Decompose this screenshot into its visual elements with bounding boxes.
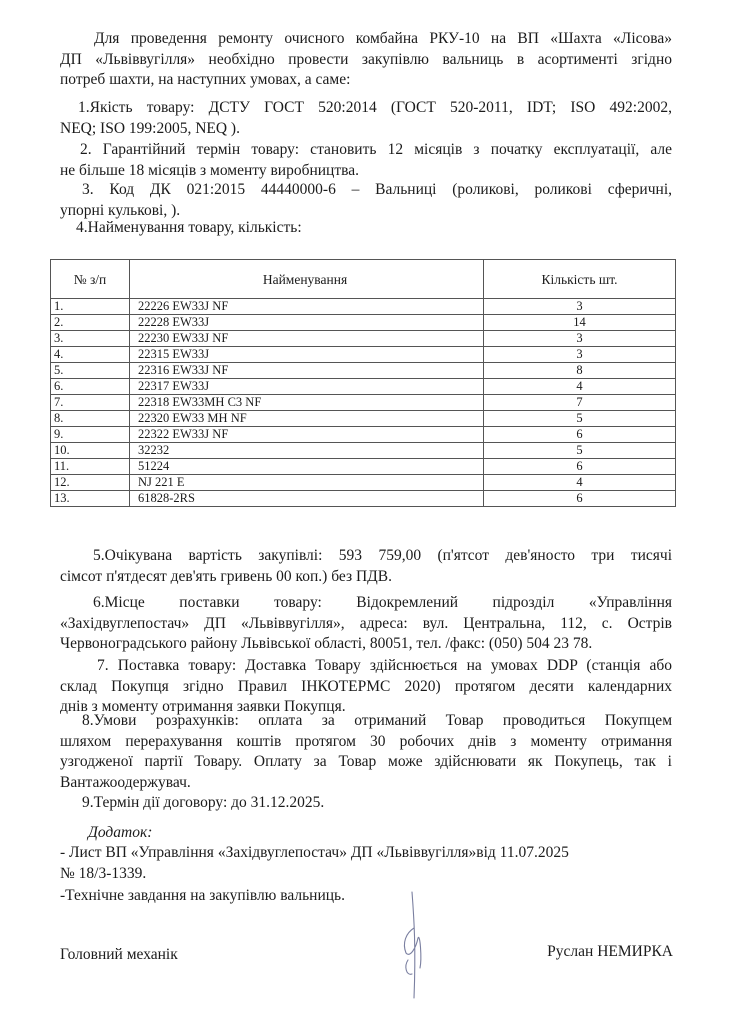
- text-line: упорні кулькові, ).: [60, 201, 181, 219]
- row-number-cell: 9.: [51, 427, 130, 443]
- row-number-cell: 13.: [51, 491, 130, 507]
- text-line: 2. Гарантійний термін товару: становить 12 місяців з початку експлуатації, але: [80, 141, 672, 158]
- header-quantity: Кількість шт.: [484, 260, 676, 299]
- row-number-cell: 2.: [51, 315, 130, 331]
- bearing-name-cell: 22230 EW33J NF: [130, 331, 484, 347]
- text-line: 9.Термін дії договору: до 31.12.2025.: [82, 794, 325, 811]
- text-line: 8.Умови розрахунків: оплата за отриманий Товар проводиться Покупцем: [82, 712, 672, 729]
- text-line: 1.Якість товару: ДСТУ ГОСТ 520:2014 (ГОСТ 520-2011, IDT; ISO 492:2002,: [78, 99, 672, 116]
- expected-cost-paragraph: [60, 546, 672, 587]
- quantity-cell: 3: [484, 347, 676, 363]
- bearing-name-cell: NJ 221 E: [130, 475, 484, 491]
- bearing-name-cell: 22316 EW33J NF: [130, 363, 484, 379]
- table-row: [51, 491, 676, 507]
- table-row: [51, 427, 676, 443]
- handwritten-signature: [394, 888, 434, 1008]
- bearing-name-cell: 22320 EW33 MH NF: [130, 411, 484, 427]
- table-row: [51, 331, 676, 347]
- text-line: шляхом перерахування коштів протягом 30 робочих днів з моменту отримання: [60, 732, 672, 750]
- quality-paragraph: [60, 98, 672, 139]
- quantity-cell: 6: [484, 459, 676, 475]
- attachment-list: [60, 843, 672, 907]
- cpv-code-paragraph: [60, 180, 672, 221]
- row-number-cell: 8.: [51, 411, 130, 427]
- quantity-cell: 4: [484, 379, 676, 395]
- intro-paragraph: [60, 29, 672, 91]
- text-line: Вантажоодержувач.: [60, 773, 191, 791]
- table-row: [51, 363, 676, 379]
- text-line: Для проведення ремонту очисного комбайна РКУ-10 на ВП «Шахта «Лісова»: [94, 30, 672, 47]
- text-line: днів з моменту отримання заявки Покупця.: [60, 698, 346, 715]
- text-line: 5.Очікувана вартість закупівлі: 593 759,00 (п'ятсот дев'яносто три тисячі: [93, 547, 672, 564]
- text-line: 7. Поставка товару: Доставка Товару здійснюється на умовах DDP (станція або: [97, 657, 672, 674]
- header-number: № з/п: [51, 260, 130, 299]
- row-number-cell: 7.: [51, 395, 130, 411]
- text-line: NEQ; ISO 199:2005, NEQ ).: [60, 119, 240, 137]
- quantity-cell: 8: [484, 363, 676, 379]
- row-number-cell: 6.: [51, 379, 130, 395]
- items-table: [50, 259, 676, 507]
- table-row: [51, 347, 676, 363]
- quantity-cell: 3: [484, 299, 676, 315]
- row-number-cell: 12.: [51, 475, 130, 491]
- text-line: 6.Місце поставки товару: Відокремлений підрозділ «Управління: [93, 594, 672, 611]
- text-line: «Західвуглепостач» ДП «Львіввугілля», адреса: вул. Центральна, 112, с. Острів: [60, 614, 672, 632]
- bearing-name-cell: 51224: [130, 459, 484, 475]
- text-line: склад Покупця згідно Правил ІНКОТЕРМС 2020) протягом десяти календарних: [60, 677, 672, 695]
- warranty-paragraph: [60, 140, 672, 181]
- row-number-cell: 3.: [51, 331, 130, 347]
- table-row: [51, 411, 676, 427]
- attachment-line: - Лист ВП «Управління «Західвуглепостач» ДП «Львіввугілля»від 11.07.2025: [60, 844, 569, 861]
- signatory-name: Руслан НЕМИРКА: [547, 943, 673, 960]
- quantity-cell: 5: [484, 443, 676, 459]
- bearing-name-cell: 32232: [130, 443, 484, 459]
- text-line: ДП «Львіввугілля» необхідно провести закупівлю вальниць в асортименті згідно: [60, 50, 672, 68]
- quantity-cell: 3: [484, 331, 676, 347]
- table-row: [51, 299, 676, 315]
- header-name: Найменування: [130, 260, 484, 299]
- bearing-name-cell: 22226 EW33J NF: [130, 299, 484, 315]
- row-number-cell: 1.: [51, 299, 130, 315]
- quantity-cell: 6: [484, 427, 676, 443]
- row-number-cell: 10.: [51, 443, 130, 459]
- bearing-name-cell: 22322 EW33J NF: [130, 427, 484, 443]
- delivery-terms-paragraph: [60, 656, 672, 718]
- attachment-line: -Технічне завдання на закупівлю вальниць.: [60, 887, 345, 904]
- text-line: сімсот п'ятдесят дев'ять гривень 00 коп.) без ПДВ.: [60, 567, 392, 585]
- row-number-cell: 4.: [51, 347, 130, 363]
- row-number-cell: 11.: [51, 459, 130, 475]
- delivery-place-paragraph: [60, 593, 672, 655]
- bearing-name-cell: 22317 EW33J: [130, 379, 484, 395]
- text-line: 3. Код ДК 021:2015 44440000-6 – Вальниці (роликові, роликові сферичні,: [82, 181, 672, 198]
- table-row: [51, 459, 676, 475]
- attachment-line: № 18/3-1339.: [60, 864, 147, 882]
- bearing-name-cell: 22315 EW33J: [130, 347, 484, 363]
- text-line: потреб шахти, на наступних умовах, а саме:: [60, 71, 351, 88]
- signatory-position: Головний механік: [60, 946, 178, 963]
- text-line: не більше 18 місяців з моменту виробництва.: [60, 161, 359, 179]
- table-row: [51, 475, 676, 491]
- table-row: [51, 379, 676, 395]
- table-header-row: [51, 260, 676, 299]
- quantity-cell: 5: [484, 411, 676, 427]
- items-heading: 4.Найменування товару, кількість:: [76, 219, 302, 236]
- quantity-cell: 4: [484, 475, 676, 491]
- quantity-cell: 7: [484, 395, 676, 411]
- text-line: Червоноградського району Львівської області, 80051, тел. /факс: (050) 504 23 78.: [60, 635, 593, 652]
- table-row: [51, 315, 676, 331]
- table-row: [51, 395, 676, 411]
- quantity-cell: 6: [484, 491, 676, 507]
- contract-term-paragraph: [60, 793, 672, 814]
- payment-terms-paragraph: [60, 711, 672, 793]
- bearing-name-cell: 22318 EW33MH C3 NF: [130, 395, 484, 411]
- text-line: узгодженої партії Товару. Оплату за Товар може здійснювати як Покупець, так і: [60, 753, 672, 770]
- table-row: [51, 443, 676, 459]
- attachment-title: Додаток:: [88, 824, 153, 841]
- row-number-cell: 5.: [51, 363, 130, 379]
- bearing-name-cell: 22228 EW33J: [130, 315, 484, 331]
- bearing-name-cell: 61828-2RS: [130, 491, 484, 507]
- quantity-cell: 14: [484, 315, 676, 331]
